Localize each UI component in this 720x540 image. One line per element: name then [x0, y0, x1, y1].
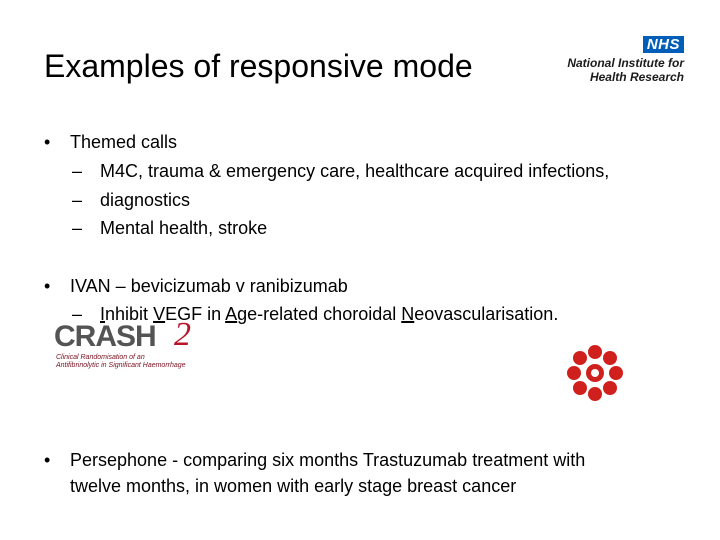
bullet-text-line-1: Persephone - comparing six months Trastuzumab treatment with: [70, 450, 586, 470]
bullet-text: Themed calls: [70, 132, 178, 152]
nhs-badge: NHS: [643, 36, 684, 53]
crash2-logo: [50, 316, 210, 376]
bullet-text-line-2: twelve months, in women with early stage breast cancer: [70, 476, 517, 496]
sub-item: – M4C, trauma & emergency care, healthcare acquired infections,: [72, 161, 610, 181]
bullet-dot: •: [44, 450, 51, 470]
crash-subtitle: Clinical Randomisation of an Antifibrinolytic in Significant Haemorrhage: [56, 354, 186, 369]
nihr-wordmark: [567, 56, 684, 84]
nihr-logo: [552, 36, 688, 88]
crash-number: 2: [174, 316, 191, 353]
bullet-themed-calls: [44, 128, 177, 156]
slide-title: Examples of responsive mode: [44, 48, 473, 84]
ivan-expansion: Inhibit VEGF in Age-related choroidal Neovascularisation.: [100, 304, 559, 324]
bullet-text: IVAN – bevicizumab v ranibizumab: [70, 276, 348, 296]
bullet-persephone: [44, 446, 585, 474]
bullet-persephone-cont: [70, 472, 516, 500]
nihr-line-2: Health Research: [589, 70, 684, 84]
crash-wordmark: CRASH: [54, 320, 156, 353]
sub-item: – Mental health, stroke: [72, 218, 268, 238]
sub-item: – diagnostics: [72, 190, 191, 210]
bullet-dot: •: [44, 132, 51, 152]
nihr-line-1: National Institute for: [567, 56, 684, 70]
sub-item-ivan: – Inhibit VEGF in Age-related choroidal Neovascularisation.: [72, 304, 559, 324]
ivan-logo: [562, 344, 628, 402]
bullet-ivan: [44, 272, 348, 300]
bullet-dot: •: [44, 276, 51, 296]
